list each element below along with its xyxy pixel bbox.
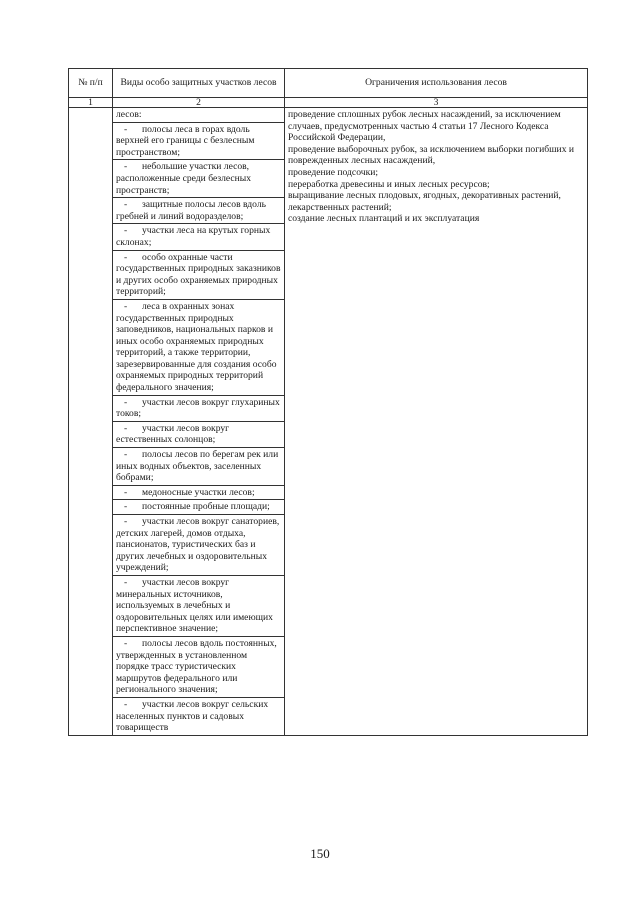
list-item [113,421,284,447]
list-item [113,224,284,250]
dash-marker: - [124,501,128,513]
list-item [113,485,284,500]
list-item-text: защитные полосы лесов вдоль гребней и линий водоразделов; [116,199,267,222]
list-item [113,108,284,122]
restriction-item: проведение подсочки; [288,166,379,178]
column-number-1: 1 [69,98,113,108]
list-item [113,198,284,224]
row-number-cell [69,108,113,736]
dash-marker: - [124,698,128,710]
table-row [69,108,588,736]
list-item [113,697,284,734]
column-number-2: 2 [113,98,285,108]
restrictions-cell [285,108,588,736]
header-restrictions: Ограничения использования лесов [285,69,588,98]
list-item-text: участки лесов вокруг глухариных токов; [116,396,280,420]
restriction-item: переработка древесины и иных лесных ресурсов; [288,178,490,190]
list-item-text: полосы леса в горах вдоль верхней его границы с безлесным пространством; [116,123,255,158]
list-item [113,250,284,299]
list-item [113,122,284,160]
dash-marker: - [124,199,128,211]
page-number: 150 [310,846,330,861]
list-item-text: участки лесов вокруг естественных солонцов; [116,422,230,446]
table-header-row [69,69,588,98]
list-item-text: участки леса на крутых горных склонах; [116,225,271,248]
dash-marker: - [124,396,128,408]
restriction-item: создание лесных плантаций и их эксплуатация [288,213,480,225]
dash-marker: - [124,516,128,527]
list-item-text: медоносные участки лесов; [142,486,255,498]
column-number-row [69,98,588,108]
list-item [113,636,284,697]
dash-marker: - [124,251,128,263]
list-item-text: полосы лесов по берегам рек или иных водных объектов, заселенных бобрами; [116,449,279,484]
column-number-3: 3 [285,98,588,108]
list-item-text: полосы лесов вдоль постоянных, утвержденных в установленном порядке трасс туристических маршрутов федерального или регионального значения; [116,637,277,696]
header-number: № п/п [69,69,113,98]
list-item [113,160,284,198]
restriction-item: выращивание лесных плодовых, ягодных, декоративных растений, лекарственных растений; [288,190,561,213]
restrictions-table [68,68,588,736]
list-item [113,515,284,576]
list-item-text: небольшие участки лесов, расположенные среди безлесных пространств; [116,161,252,196]
list-item-text: участки лесов вокруг санаториев, детских лагерей, домов отдыха, пансионатов, туристических баз и других лечебных и оздоровительных учреждений; [116,516,280,574]
restriction-item: проведение выборочных рубок, за исключением выборки погибших и поврежденных лесных насаждений, [288,143,575,167]
dash-marker: - [124,300,128,312]
list-item-text: особо охранные части государственных природных заказников и других особо охраняемых природных территорий; [116,251,281,298]
list-item-text: леса в охранных зонах государственных природных заповедников, национальных парков и иных особо охраняемых природных территорий, а также территории, зарезервированные для создания особо охраняемых природных территорий федерального значения; [116,300,277,394]
dash-marker: - [124,225,128,237]
area-types-list [113,108,284,735]
dash-marker: - [124,576,128,588]
list-item-text: участки лесов вокруг минеральных источников, используемых в лечебных и оздоровительных целях или имеющих перспективное значение; [116,576,273,635]
list-item [113,575,284,636]
list-item [113,448,284,486]
list-item-text: постоянные пробные площади; [142,501,270,513]
dash-marker: - [124,161,128,173]
restriction-item: проведение сплошных рубок лесных насаждений, за исключением случаев, предусмотренных частью 4 статьи 17 Лесного Кодекса Российской Федерации, [288,109,561,144]
dash-marker: - [124,449,128,461]
dash-marker: - [124,486,128,498]
list-item-text: лесов: [116,109,142,120]
restrictions-list [288,109,584,225]
dash-marker: - [124,422,128,434]
area-types-cell [113,108,285,736]
dash-marker: - [124,123,128,135]
list-item-text: участки лесов вокруг сельских населенных пунктов и садовых товариществ [116,698,269,734]
dash-marker: - [124,637,128,649]
list-item [113,299,284,395]
list-item [113,500,284,515]
header-area-types: Виды особо защитных участков лесов [113,69,285,98]
list-item [113,395,284,421]
